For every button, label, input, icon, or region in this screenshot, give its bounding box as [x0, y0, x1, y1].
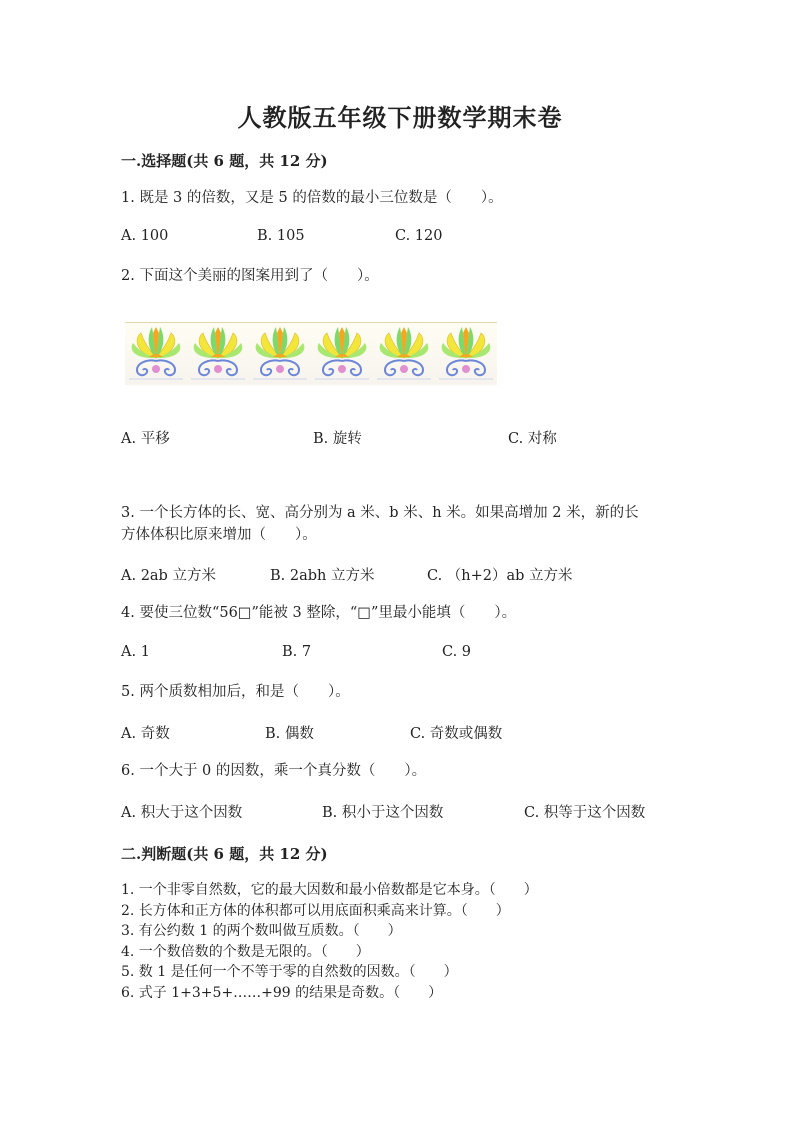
judge-list: [121, 880, 538, 1003]
section-choice-heading: 一.选择题(共 6 题，共 12 分): [121, 152, 328, 170]
question-5: 5. 两个质数相加后，和是（ ）。: [121, 684, 350, 700]
q5-option-b: B. 偶数: [265, 726, 314, 742]
section-judge-heading: 二.判断题(共 6 题，共 12 分): [121, 845, 328, 863]
judge-item: 3. 有公约数 1 的两个数叫做互质数。（ ）: [121, 923, 402, 939]
q3-option-a: A. 2ab 立方米: [121, 568, 216, 584]
judge-item: 1. 一个非零自然数，它的最大因数和最小倍数都是它本身。（ ）: [121, 882, 538, 898]
judge-item: 4. 一个数倍数的个数是无限的。（ ）: [121, 943, 370, 960]
question-1: 1. 既是 3 的倍数，又是 5 的倍数的最小三位数是（ ）。: [121, 190, 503, 206]
q6-option-a: A. 积大于这个因数: [121, 805, 243, 821]
question-6: 6. 一个大于 0 的因数，乘一个真分数（ ）。: [121, 763, 427, 779]
question-4: 4. 要使三位数“56□”能被 3 整除，“□”里最小能填（ ）。: [121, 605, 517, 621]
q4-option-a: A. 1: [121, 644, 150, 660]
q1-option-a: A. 100: [121, 228, 169, 244]
page-title: 人教版五年级下册数学期末卷: [237, 103, 563, 132]
q6-option-b: B. 积小于这个因数: [322, 805, 444, 821]
q3-option-b: B. 2abh 立方米: [270, 568, 375, 584]
question-3-line-1: 3. 一个长方体的长、宽、高分别为 a 米、b 米、h 米。如果高增加 2 米，新的长: [121, 505, 639, 521]
judge-item: 2. 长方体和正方体的体积都可以用底面积乘高来计算。（ ）: [121, 902, 510, 919]
question-2: 2. 下面这个美丽的图案用到了（ ）。: [121, 268, 379, 284]
palmette-border-icon: [125, 323, 497, 385]
q6-option-c: C. 积等于这个因数: [524, 805, 646, 821]
decorative-pattern-image: [125, 322, 497, 385]
q5-option-c: C. 奇数或偶数: [410, 726, 503, 742]
judge-item: 6. 式子 1+3+5+……+99 的结果是奇数。（ ）: [121, 984, 443, 1001]
q2-option-c: C. 对称: [508, 431, 557, 447]
q1-option-c: C. 120: [395, 228, 443, 244]
q3-option-c: C. （h+2）ab 立方米: [427, 568, 573, 584]
q2-option-a: A. 平移: [121, 431, 170, 447]
q5-option-a: A. 奇数: [121, 726, 170, 742]
judge-item: 5. 数 1 是任何一个不等于零的自然数的因数。（ ）: [121, 964, 458, 980]
question-3-line-2: 方体体积比原来增加（ ）。: [121, 527, 317, 543]
q4-option-b: B. 7: [282, 644, 312, 660]
q4-option-c: C. 9: [442, 644, 472, 660]
q1-option-b: B. 105: [257, 228, 305, 244]
q2-option-b: B. 旋转: [313, 431, 362, 447]
